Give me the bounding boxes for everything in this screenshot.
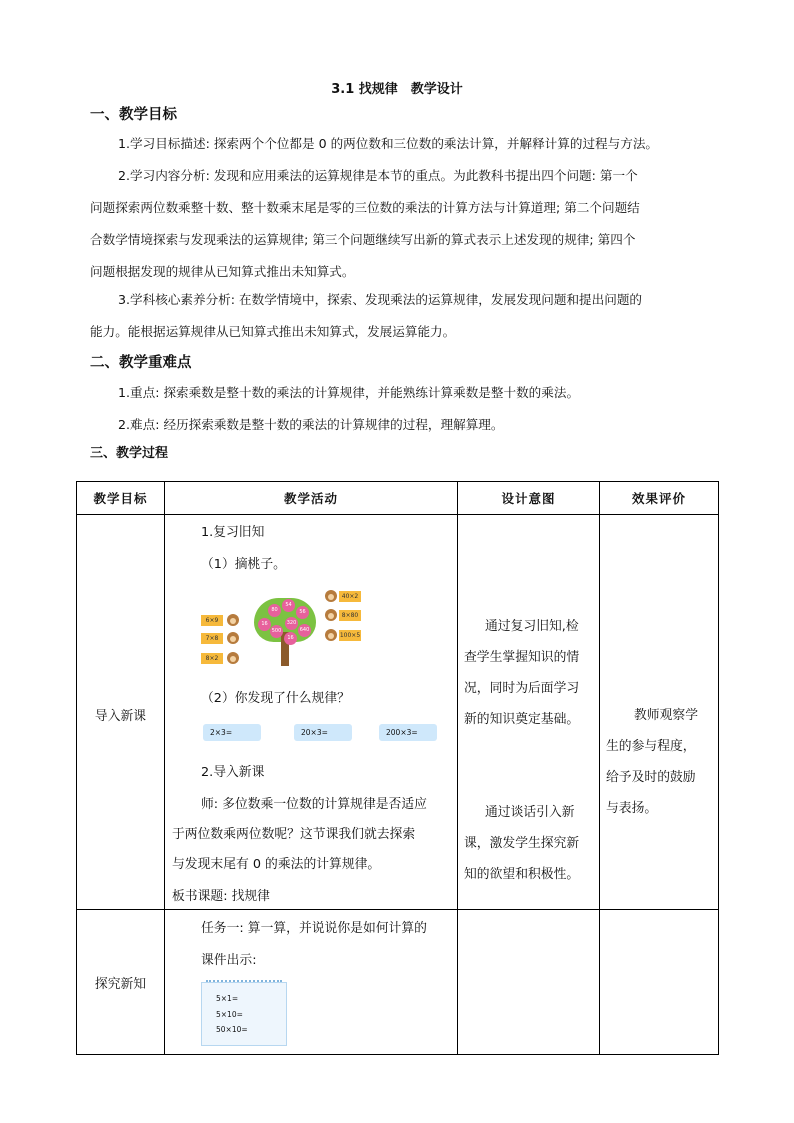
goal-p3-line-2: 能力。能根据运算规律从已知算式推出未知算式，发展运算能力。 <box>90 324 456 339</box>
tag-left-1: 6×9 <box>201 615 223 626</box>
goal-p2-line-4: 问题根据发现的规律从已知算式推出未知算式。 <box>90 264 355 279</box>
table-row-intro <box>77 515 719 910</box>
notebook-rings-icon <box>206 980 282 986</box>
goal-paragraph-3 <box>90 284 704 348</box>
goal-p2-line-1: 2.学习内容分析: 发现和应用乘法的运算规律是本节的重点。为此教科书提出四个问题: 第一个 <box>118 168 638 183</box>
tag-left-3: 8×2 <box>201 653 223 664</box>
intent-review-line-4: 新的知识奠定基础。 <box>464 712 580 727</box>
intent-review-line-3: 况，同时为后面学习 <box>464 681 580 696</box>
monkey-icon <box>325 590 337 602</box>
intent-review-line-1: 通过复习旧知,检 <box>485 619 579 634</box>
eval-line-4: 与表扬。 <box>606 801 658 816</box>
equation-box-3: 200×3= <box>379 724 437 741</box>
activity-pick-peaches: （1）摘桃子。 <box>201 557 286 572</box>
goal-p3-line-1: 3.学科核心素养分析: 在数学情境中，探索、发现乘法的运算规律，发展发现问题和提出问题的 <box>118 292 643 307</box>
tag-right-2: 8×80 <box>339 610 361 621</box>
document-title: 3.1 找规律 教学设计 <box>331 82 463 97</box>
peach-icon: 320 <box>285 617 298 630</box>
activity-teacher-line-3: 与发现末尾有 0 的乘法的计算规律。 <box>172 857 381 872</box>
equation-box-2: 20×3= <box>294 724 352 741</box>
monkey-icon <box>325 609 337 621</box>
goal-intro-text: 导入新课 <box>94 709 147 724</box>
tag-right-3: 100×5 <box>339 632 361 639</box>
goal-p2-line-2: 问题探索两位数乘整十数、整十数乘末尾是零的三位数的乘法的计算方法与计算道理; 第二个问题结 <box>90 200 640 215</box>
peach-icon: 16 <box>284 632 297 645</box>
courseware-notebook <box>201 982 287 1046</box>
keypoint-p1-text: 1.重点: 探索乘数是整十数的乘法的计算规律，并能熟练计算乘数是整十数的乘法。 <box>118 385 580 400</box>
tag-right-1: 40×2 <box>339 591 361 602</box>
intent-intro-line-3: 知的欲望和积极性。 <box>464 867 580 882</box>
peach-icon: 56 <box>296 606 309 619</box>
eval-line-2: 生的参与程度， <box>606 739 696 754</box>
intent-intro-line-2: 课，激发学生探究新 <box>464 836 580 851</box>
monkey-icon <box>227 632 239 644</box>
section-heading-keypoints: 二、教学重难点 <box>90 355 192 371</box>
goal-explore-text: 探究新知 <box>94 977 147 992</box>
goal-paragraph-2 <box>90 160 704 288</box>
header-intent: 设计意图 <box>458 482 600 515</box>
activity-task1-heading: 任务一: 算一算，并说说你是如何计算的 <box>201 921 427 936</box>
peach-icon: 640 <box>298 624 311 637</box>
monkey-icon <box>227 614 239 626</box>
cell-eval-explore <box>600 910 719 1055</box>
peach-icon: 500 <box>270 625 283 638</box>
peach-icon: 80 <box>268 604 281 617</box>
cell-goal-explore <box>77 910 165 1055</box>
goal-paragraph-1 <box>90 128 704 160</box>
tag-left-2: 7×8 <box>201 633 223 644</box>
header-activity: 教学活动 <box>165 482 458 515</box>
activity-intro-heading: 2.导入新课 <box>201 765 265 780</box>
cell-goal-intro <box>77 515 165 910</box>
header-goal: 教学目标 <box>77 482 165 515</box>
cell-activity-intro <box>165 515 458 910</box>
activity-teacher-line-1: 师: 多位数乘一位数的计算规律是否适应 <box>201 797 427 812</box>
equation-box-1: 2×3= <box>203 724 261 741</box>
monkey-icon <box>227 652 239 664</box>
goal-p2-line-3: 合数学情境探索与发现乘法的运算规律; 第三个问题继续写出新的算式表示上述发现的规律; 第四个 <box>90 232 636 247</box>
peach-icon: 16 <box>258 618 271 631</box>
activity-courseware-label: 课件出示: <box>201 953 257 968</box>
eval-line-3: 给予及时的鼓励 <box>606 770 696 785</box>
activity-board-title: 板书课题: 找规律 <box>172 889 270 904</box>
intent-review-line-2: 查学生掌握知识的情 <box>464 650 580 665</box>
activity-question-pattern: （2）你发现了什么规律？ <box>201 691 350 706</box>
activity-teacher-line-2: 于两位数乘两位数呢？这节课我们就去探索 <box>172 827 416 842</box>
section-heading-process: 三、教学过程 <box>90 446 169 461</box>
activity-review-heading: 1.复习旧知 <box>201 525 265 540</box>
peach-icon: 54 <box>282 599 295 612</box>
cell-intent-explore <box>458 910 600 1055</box>
eval-line-1: 教师观察学 <box>634 708 698 723</box>
keypoint-p2-text: 2.难点: 经历探索乘数是整十数的乘法的计算规律的过程，理解算理。 <box>118 417 504 432</box>
table-header-row <box>77 482 719 515</box>
courseware-equation-3: 50×10= <box>216 1025 248 1034</box>
section-heading-goals: 一、教学目标 <box>90 107 177 123</box>
intent-intro-line-1: 通过谈话引入新 <box>485 805 575 820</box>
keypoint-paragraph-2 <box>90 409 704 441</box>
courseware-equation-2: 5×10= <box>216 1010 243 1019</box>
goal-p1-text: 1.学习目标描述: 探索两个个位都是 0 的两位数和三位数的乘法计算，并解释计算的过程与方法。 <box>118 136 659 151</box>
monkey-icon <box>325 629 337 641</box>
keypoint-paragraph-1 <box>90 377 704 409</box>
header-evaluation: 效果评价 <box>600 482 719 515</box>
courseware-equation-1: 5×1= <box>216 994 239 1003</box>
